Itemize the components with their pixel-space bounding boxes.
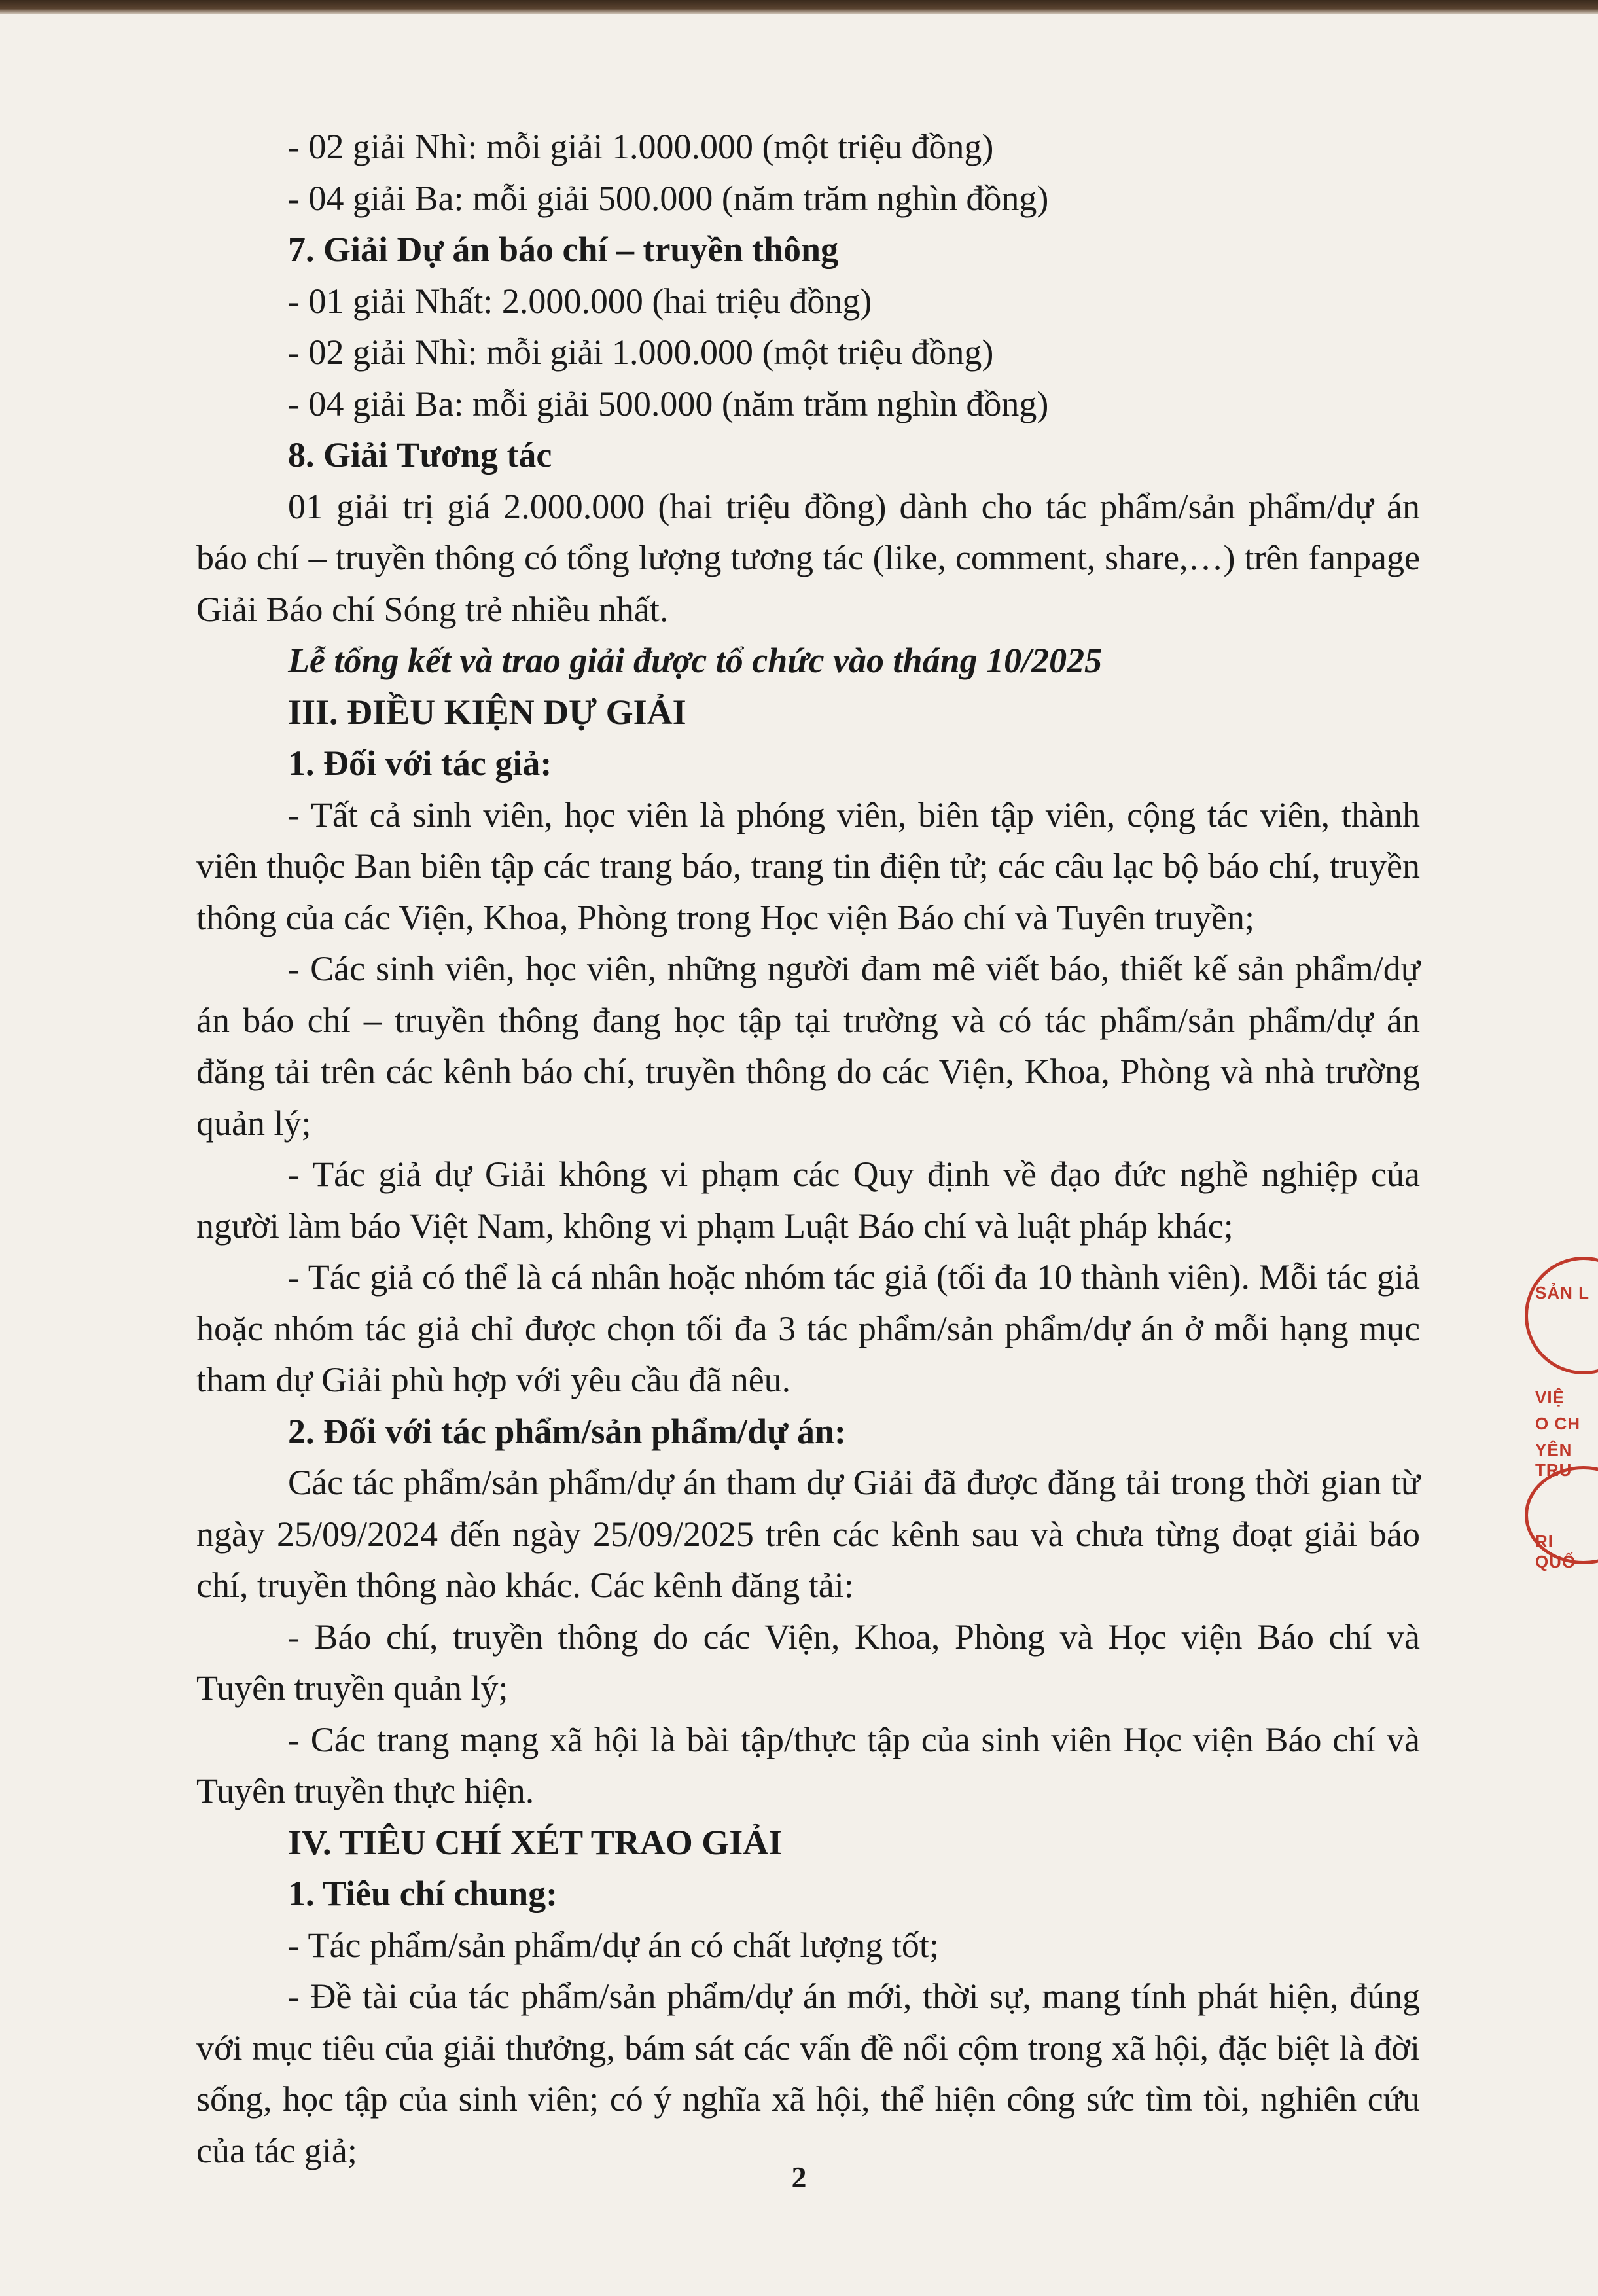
paragraph: 01 giải trị giá 2.000.000 (hai triệu đồng) dành cho tác phẩm/sản phẩm/dự án báo chí – truyền thông có tổng lượng tương tác (like, comment, share,…) trên fanpage Giải Báo chí Sóng trẻ nhiều nhất. [196,486,1420,629]
section-heading: 8. Giải Tương tác [288,435,552,475]
paragraph: - Tất cả sinh viên, học viên là phóng viên, biên tập viên, cộng tác viên, thành viên thuộc Ban biên tập các trang báo, trang tin điện tử; các câu lạc bộ báo chí, truyền thông của các Viện, Khoa, Phòng trong Học viện Báo chí và Tuyên truyền; [196,795,1420,937]
prize-line: - 02 giải Nhì: mỗi giải 1.000.000 (một triệu đồng) [288,127,994,166]
chapter-heading: IV. TIÊU CHÍ XÉT TRAO GIẢI [288,1822,783,1862]
stamp-text: SẢN L [1535,1283,1589,1302]
paragraph: Các tác phẩm/sản phẩm/dự án tham dự Giải đã được đăng tải trong thời gian từ ngày 25/09/2024 đến ngày 25/09/2025 trên các kênh sau và chưa từng đoạt giải báo chí, truyền thông nào khác. Các kênh đăng tải: [196,1463,1420,1605]
paragraph: - Tác giả có thể là cá nhân hoặc nhóm tác giả (tối đa 10 thành viên). Mỗi tác giả hoặc nhóm tác giả chỉ được chọn tối đa 3 tác phẩm/sản phẩm/dự án ở mỗi hạng mục tham dự Giải phù hợp với yêu cầu đã nêu. [196,1257,1420,1399]
paragraph: - Tác giả dự Giải không vi phạm các Quy định về đạo đức nghề nghiệp của người làm báo Việt Nam, không vi phạm Luật Báo chí và luật pháp khác; [196,1155,1420,1246]
stamp-text: RI QUỐ [1535,1532,1576,1571]
paragraph: - Báo chí, truyền thông do các Viện, Khoa, Phòng và Học viện Báo chí và Tuyên truyền quản lý; [196,1617,1420,1708]
stamp-ring [1525,1257,1598,1374]
red-stamp-fragment [1525,1244,1598,1610]
document-page [196,121,1420,2176]
stamp-text: YÊN TRU [1535,1440,1572,1480]
prize-line: - 01 giải Nhất: 2.000.000 (hai triệu đồng) [288,281,872,321]
page-number: 2 [791,2161,807,2194]
criteria-line: - Tác phẩm/sản phẩm/dự án có chất lượng tốt; [288,1925,939,1965]
paragraph: - Các trang mạng xã hội là bài tập/thực tập của sinh viên Học viện Báo chí và Tuyên truyền thực hiện. [196,1719,1420,1810]
paragraph: - Các sinh viên, học viên, những người đam mê viết báo, thiết kế sản phẩm/dự án báo chí – truyền thông đang học tập tại trường và có tác phẩm/sản phẩm/dự án đăng tải trên các kênh báo chí, truyền thông do các Viện, Khoa, Phòng và nhà trường quản lý; [196,949,1420,1143]
chapter-heading: III. ĐIỀU KIỆN DỰ GIẢI [288,692,686,732]
section-heading: 7. Giải Dự án báo chí – truyền thông [288,230,839,269]
section-heading: 2. Đối với tác phẩm/sản phẩm/dự án: [288,1411,846,1451]
stamp-text: O CH [1535,1414,1580,1433]
section-heading: 1. Tiêu chí chung: [288,1874,558,1913]
prize-line: - 04 giải Ba: mỗi giải 500.000 (năm trăm nghìn đồng) [288,178,1049,218]
stamp-text: VIỆ [1535,1388,1565,1407]
prize-line: - 02 giải Nhì: mỗi giải 1.000.000 (một triệu đồng) [288,332,994,372]
prize-line: - 04 giải Ba: mỗi giải 500.000 (năm trăm nghìn đồng) [288,384,1049,423]
section-heading: 1. Đối với tác giả: [288,744,552,783]
ceremony-note: Lễ tổng kết và trao giải được tổ chức vào tháng 10/2025 [288,641,1103,680]
page-top-edge [0,0,1598,14]
paragraph: - Đề tài của tác phẩm/sản phẩm/dự án mới, thời sự, mang tính phát hiện, đúng với mục tiêu của giải thưởng, bám sát các vấn đề nổi cộm trong xã hội, đặc biệt là đời sống, học tập của sinh viên; có ý nghĩa xã hội, thể hiện công sức tìm tòi, nghiên cứu của tác giả; [196,1977,1420,2170]
